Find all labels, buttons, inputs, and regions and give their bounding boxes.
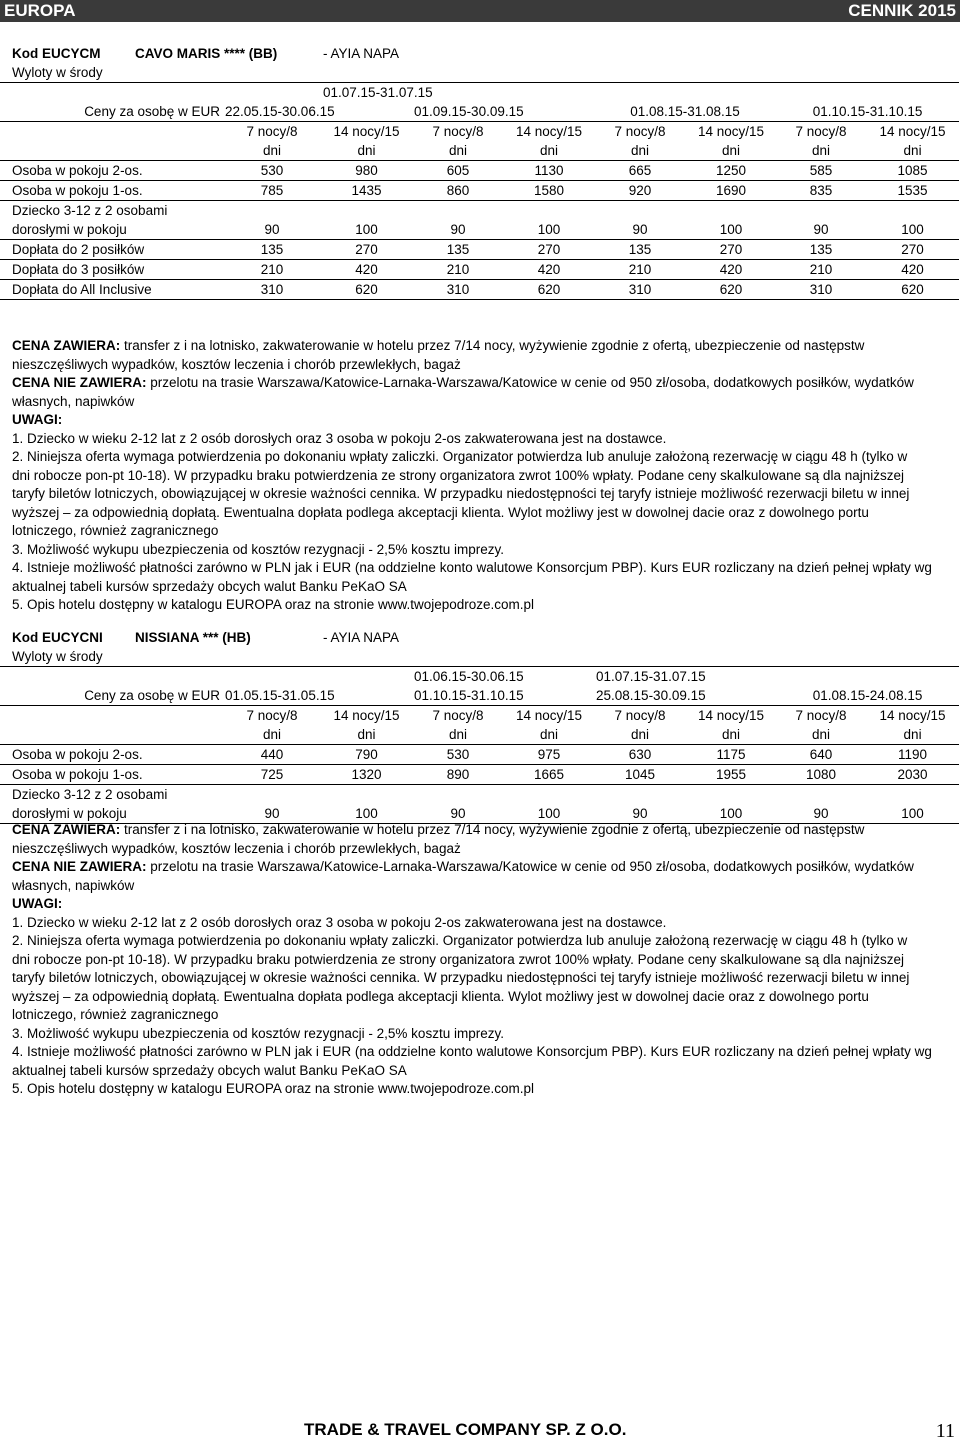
price-cell: 860 [412,181,504,201]
remark-line: 1. Dziecko w wieku 2-12 lat z 2 osób dorosłych oraz 3 osoba w pokoju 2-os zakwaterowana jest na dostawce. [12,914,667,930]
remark-line: aktualnej tabeli kursów sprzedaży obcych walut Banku PeKaO SA [12,1062,407,1078]
price-cell: 270 [866,240,959,260]
row-label: Osoba w pokoju 2-os. [10,161,223,181]
price-cell: 620 [686,280,776,300]
remark-line: lotniczego, również zagranicznego [12,523,219,538]
hotel-location: - AYIA NAPA [323,630,400,645]
excluded-label: CENA NIE ZAWIERA: [12,375,147,390]
row-label: Osoba w pokoju 1-os. [10,181,223,201]
price-cell: 90 [776,220,866,240]
table-row [0,280,959,300]
price-cell: 210 [412,260,504,280]
remark-line: 3. Możliwość wykupu ubezpieczenia od kosztów rezygnacji - 2,5% kosztu imprezy. [12,1025,504,1041]
included-text: nieszczęśliwych wypadków, kosztów leczenia i chorób przewlekłych, bagaż [12,356,461,372]
price-cell: 1190 [866,745,959,765]
days-header: dni [686,141,776,161]
row-label: Dziecko 3-12 z 2 osobami [12,787,168,802]
remark-line: taryfy biletów lotniczych, obowiązującej w okresie ważności cennika. W przypadku niedostępności tej taryfy istnieje możliwość rezerwacji biletu w innej [12,486,910,501]
price-cell: 1580 [504,181,594,201]
hotel-name: CAVO MARIS **** (BB) [135,46,278,61]
price-cell: 310 [594,280,686,300]
offer-notes [12,337,942,615]
remark-line: 5. Opis hotelu dostępny w katalogu EUROPA oraz na stronie www.twojepodroze.com.pl [12,1081,535,1096]
price-cell: 1080 [776,765,866,785]
catalog-title: CENNIK 2015 [848,1,956,20]
remark-line: 2. Niniejsza oferta wymaga potwierdzenia po dokonaniu wpłaty zaliczki. Organizator potwierdza lub anuluje założoną rezerwację w ciągu 48 h (tylko w [12,933,908,948]
price-cell: 135 [594,240,686,260]
excluded-text: przelotu na trasie Warszawa/Katowice-Larnaka-Warszawa/Katowice w cenie od 950 zł/osoba, dodatkowych posiłków, wydatków [146,375,914,390]
days-header: dni [223,725,321,745]
row-label: dorosłymi w pokoju [10,804,223,824]
nights-header: 14 nocy/15 [515,124,583,139]
price-cell: 1955 [686,765,776,785]
price-label: Ceny za osobę w EUR [10,686,223,706]
price-cell: 440 [223,745,321,765]
period-label: 01.07.15-31.07.15 [596,669,706,684]
row-label: Osoba w pokoju 2-os. [10,745,223,765]
hotel-location: - AYIA NAPA [323,46,400,61]
price-cell: 665 [594,161,686,181]
period-label: 01.10.15-31.10.15 [412,686,594,706]
excluded-text: przelotu na trasie Warszawa/Katowice-Larnaka-Warszawa/Katowice w cenie od 950 zł/osoba, dodatkowych posiłków, wydatków [146,859,914,874]
remark-line: wyższej – za odpowiednią dopłatą. Ewentualna dopłata podlega akceptacji klienta. Wylot możliwy jest w dowolnej dacie oraz z dowolnego portu [12,504,869,520]
table-row [0,260,959,280]
days-header: dni [412,725,504,745]
excluded-label: CENA NIE ZAWIERA: [12,859,147,874]
price-cell: 90 [223,220,321,240]
price-table [0,628,959,824]
nights-header: 7 nocy/8 [614,124,666,139]
price-cell: 1435 [321,181,412,201]
price-cell: 1085 [866,161,959,181]
nights-header: 14 nocy/15 [697,124,765,139]
nights-header: 7 nocy/8 [246,124,298,139]
price-cell: 310 [223,280,321,300]
nights-header: 14 nocy/15 [879,124,946,139]
price-cell: 100 [504,804,594,824]
flight-days: Wyloty w środy [10,63,959,83]
price-cell: 620 [321,280,412,300]
remark-line: 2. Niniejsza oferta wymaga potwierdzenia po dokonaniu wpłaty zaliczki. Organizator potwierdza lub anuluje założoną rezerwację w ciągu 48 h (tylko w [12,449,908,464]
nights-header: 14 nocy/15 [879,708,946,723]
price-cell: 980 [321,161,412,181]
row-label: Dopłata do 3 posiłków [10,260,223,280]
price-cell: 270 [321,240,412,260]
price-cell: 605 [412,161,504,181]
price-cell: 1320 [321,765,412,785]
price-cell: 270 [686,240,776,260]
price-cell: 835 [776,181,866,201]
nights-header: 7 nocy/8 [246,708,298,723]
price-cell: 1665 [504,765,594,785]
row-label: Dopłata do All Inclusive [10,280,223,300]
included-text: transfer z i na lotnisko, zakwaterowanie w hotelu przez 7/14 nocy, wyżywienie zgodnie z ofertą, ubezpieczenie od następstw [120,822,865,837]
offer-code: Kod EUCYCM [12,46,101,61]
price-cell: 1690 [686,181,776,201]
price-cell: 620 [504,280,594,300]
remark-line: dni robocze pon-pt 10-18). W przypadku braku potwierdzenia ze strony organizatora zwrot 100% wpłaty. Podane ceny skalkulowane są dla najniższej [12,467,904,483]
days-header: dni [776,141,866,161]
period-label: 25.08.15-30.09.15 [594,686,776,706]
offer-notes [12,821,942,1099]
remarks-label: UWAGI: [12,896,63,911]
days-header: dni [321,725,412,745]
price-cell: 630 [594,745,686,765]
included-label: CENA ZAWIERA: [12,338,121,353]
price-cell: 90 [594,804,686,824]
days-header: dni [594,725,686,745]
excluded-text: własnych, napiwków [12,877,135,893]
remark-line: wyższej – za odpowiednią dopłatą. Ewentualna dopłata podlega akceptacji klienta. Wylot możliwy jest w dowolnej dacie oraz z dowolnego portu [12,988,869,1004]
days-header: dni [223,141,321,161]
price-cell: 585 [776,161,866,181]
price-cell: 2030 [866,765,959,785]
price-cell: 1250 [686,161,776,181]
price-cell: 725 [223,765,321,785]
price-cell: 1175 [686,745,776,765]
price-cell: 920 [594,181,686,201]
price-label: Ceny za osobę w EUR [10,102,223,122]
price-cell: 310 [776,280,866,300]
excluded-text: własnych, napiwków [12,393,135,409]
table-row [0,765,959,785]
period-label: 01.08.15-24.08.15 [776,686,959,706]
days-header: dni [321,141,412,161]
price-cell: 1535 [866,181,959,201]
period-label: 01.06.15-30.06.15 [414,669,524,684]
page-number: 11 [935,1420,955,1442]
price-cell: 90 [412,220,504,240]
nights-header: 7 nocy/8 [432,124,484,139]
row-label: Dopłata do 2 posiłków [10,240,223,260]
remark-line: 5. Opis hotelu dostępny w katalogu EUROPA oraz na stronie www.twojepodroze.com.pl [12,597,535,612]
days-header: dni [866,141,959,161]
offer-nissiana [0,628,960,1096]
table-row [0,240,959,260]
period-label: 01.05.15-31.05.15 [223,686,412,706]
price-table [0,44,959,300]
price-cell: 100 [321,220,412,240]
row-label: dorosłymi w pokoju [10,220,223,240]
hotel-name: NISSIANA *** (HB) [135,630,251,645]
price-cell: 620 [866,280,959,300]
included-text: nieszczęśliwych wypadków, kosztów leczenia i chorób przewlekłych, bagaż [12,840,461,856]
days-header: dni [866,725,959,745]
remark-line: dni robocze pon-pt 10-18). W przypadku braku potwierdzenia ze strony organizatora zwrot 100% wpłaty. Podane ceny skalkulowane są dla najniższej [12,951,904,967]
days-header: dni [412,141,504,161]
period-label: 22.05.15-30.06.15 [223,102,412,122]
remark-line: aktualnej tabeli kursów sprzedaży obcych walut Banku PeKaO SA [12,578,407,594]
period-label: 01.08.15-31.08.15 [594,102,776,122]
price-cell: 420 [504,260,594,280]
included-label: CENA ZAWIERA: [12,822,121,837]
remark-line: lotniczego, również zagranicznego [12,1007,219,1022]
remark-line: 4. Istnieje możliwość płatności zarówno w PLN jak i EUR (na oddzielne konto walutowe Konsorcjum PBP). Kurs EUR rozliczany na dzień pełnej wpłaty wg [12,1044,932,1059]
days-header: dni [686,725,776,745]
period-label: 01.09.15-30.09.15 [412,102,594,122]
price-cell: 1045 [594,765,686,785]
price-cell: 890 [412,765,504,785]
remark-line: 1. Dziecko w wieku 2-12 lat z 2 osób dorosłych oraz 3 osoba w pokoju 2-os zakwaterowana jest na dostawce. [12,430,667,446]
remark-line: taryfy biletów lotniczych, obowiązującej w okresie ważności cennika. W przypadku niedostępności tej taryfy istnieje możliwość rezerwacji biletu w innej [12,970,910,985]
table-row [0,181,959,201]
price-cell: 100 [686,220,776,240]
price-cell: 135 [776,240,866,260]
price-cell: 1130 [504,161,594,181]
nights-header: 14 nocy/15 [333,708,400,723]
price-cell: 135 [223,240,321,260]
price-cell: 790 [321,745,412,765]
nights-header: 7 nocy/8 [795,124,847,139]
nights-header: 14 nocy/15 [333,124,400,139]
price-cell: 420 [321,260,412,280]
days-header: dni [776,725,866,745]
price-cell: 270 [504,240,594,260]
price-cell: 975 [504,745,594,765]
offer-cavo-maris [0,44,960,612]
days-header: dni [594,141,686,161]
price-cell: 90 [412,804,504,824]
days-header: dni [504,141,594,161]
period-label: 01.07.15-31.07.15 [323,85,433,100]
price-cell: 90 [776,804,866,824]
price-cell: 90 [223,804,321,824]
price-cell: 100 [866,804,959,824]
nights-header: 14 nocy/15 [515,708,583,723]
row-label: Osoba w pokoju 1-os. [10,765,223,785]
price-cell: 210 [776,260,866,280]
nights-header: 7 nocy/8 [795,708,847,723]
nights-header: 7 nocy/8 [614,708,666,723]
price-cell: 90 [594,220,686,240]
price-cell: 640 [776,745,866,765]
price-cell: 210 [594,260,686,280]
price-cell: 310 [412,280,504,300]
price-cell: 420 [866,260,959,280]
price-cell: 100 [504,220,594,240]
price-cell: 135 [412,240,504,260]
price-cell: 420 [686,260,776,280]
page-header [0,0,960,22]
flight-days: Wyloty w środy [10,647,959,667]
remark-line: 4. Istnieje możliwość płatności zarówno w PLN jak i EUR (na oddzielne konto walutowe Konsorcjum PBP). Kurs EUR rozliczany na dzień pełnej wpłaty wg [12,560,932,575]
table-row [0,161,959,181]
price-cell: 530 [223,161,321,181]
price-cell: 100 [866,220,959,240]
price-cell: 100 [321,804,412,824]
company-name: TRADE & TRAVEL COMPANY SP. Z O.O. [304,1420,627,1439]
price-cell: 210 [223,260,321,280]
price-cell: 785 [223,181,321,201]
days-header: dni [504,725,594,745]
period-label: 01.10.15-31.10.15 [776,102,959,122]
remark-line: 3. Możliwość wykupu ubezpieczenia od kosztów rezygnacji - 2,5% kosztu imprezy. [12,541,504,557]
remarks-label: UWAGI: [12,412,63,427]
table-row [0,220,959,240]
table-row [0,745,959,765]
page-footer [0,1420,960,1442]
price-cell: 530 [412,745,504,765]
nights-header: 14 nocy/15 [697,708,765,723]
row-label: Dziecko 3-12 z 2 osobami [12,203,168,218]
included-text: transfer z i na lotnisko, zakwaterowanie w hotelu przez 7/14 nocy, wyżywienie zgodnie z ofertą, ubezpieczenie od następstw [120,338,865,353]
nights-header: 7 nocy/8 [432,708,484,723]
price-cell: 100 [686,804,776,824]
region-title: EUROPA [4,1,76,20]
offer-code: Kod EUCYCNI [12,630,103,645]
